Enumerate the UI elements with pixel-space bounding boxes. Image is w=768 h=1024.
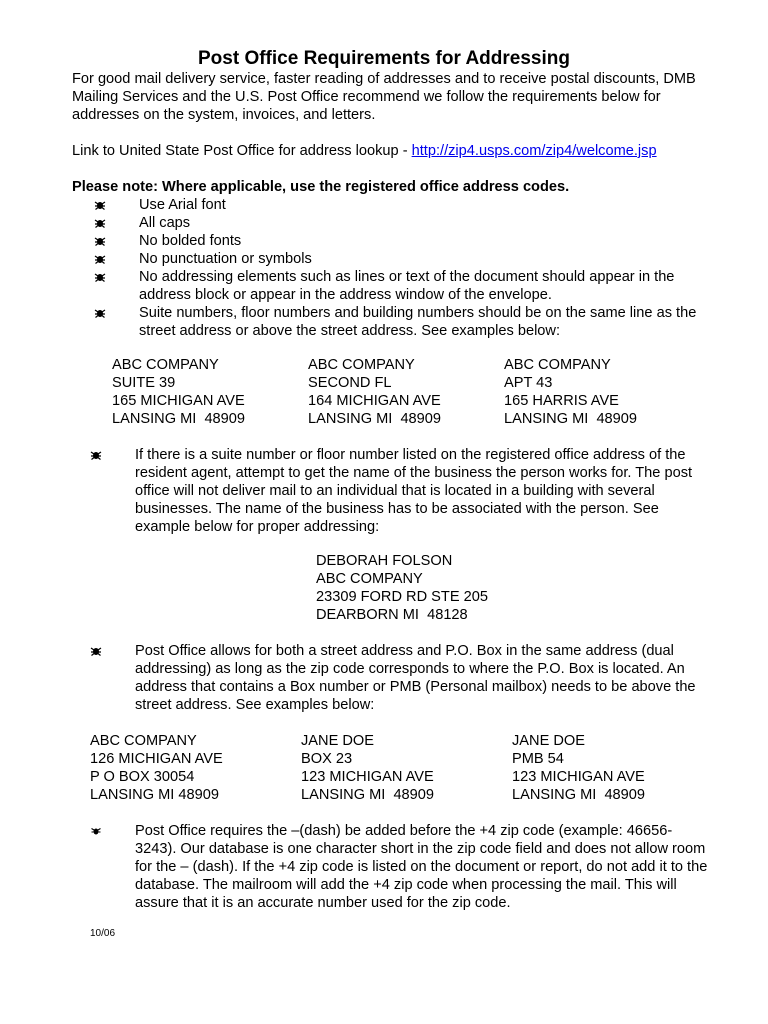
suite-note-text: If there is a suite number or floor number listed on the registered office address of the resident agent, attempt to get the name of the business the person works for. The post office will not deliver mail to an individual that is located in a building with several businesses. The name of the business has to be associated with the person. See example below for proper addressing:	[135, 447, 693, 535]
list-item	[72, 268, 712, 304]
note-heading: Please note: Where applicable, use the registered office address codes.	[72, 179, 570, 195]
bullet-text: All caps	[139, 215, 191, 231]
requirements-list	[72, 196, 712, 340]
address-example: JANE DOE BOX 23 123 MICHIGAN AVE LANSING MI 48909	[301, 733, 435, 803]
dual-examples	[90, 732, 723, 804]
address-example: JANE DOE PMB 54 123 MICHIGAN AVE LANSING MI 48909	[512, 733, 646, 803]
bullet-text: No punctuation or symbols	[139, 251, 312, 267]
intro-paragraph: For good mail delivery service, faster reading of addresses and to receive postal discounts, DMB Mailing Services and the U.S. Post Office recommend we follow the requirements below for addresses on the system, invoices, and letters.	[72, 71, 696, 123]
bug-bullet-icon	[94, 236, 106, 246]
suite-examples	[112, 356, 700, 428]
link-prefix: Link to United State Post Office for address lookup -	[72, 143, 412, 159]
bug-bullet-icon	[94, 218, 106, 228]
link-line	[72, 142, 712, 160]
dash-note-item	[72, 822, 712, 912]
usps-lookup-link[interactable]: http://zip4.usps.com/zip4/welcome.jsp	[411, 143, 657, 159]
list-item	[72, 232, 712, 250]
address-example: ABC COMPANY APT 43 165 HARRIS AVE LANSING MI 48909	[504, 357, 638, 427]
person-address-example: DEBORAH FOLSON ABC COMPANY 23309 FORD RD STE 205 DEARBORN MI 48128	[316, 553, 488, 623]
page-title: Post Office Requirements for Addressing	[198, 48, 570, 69]
bullet-text: Use Arial font	[139, 197, 226, 213]
bullet-text: No addressing elements such as lines or text of the document should appear in the address block or appear in the address window of the envelope.	[139, 269, 675, 303]
footer-date: 10/06	[90, 928, 116, 939]
bullet-text: Suite numbers, floor numbers and building numbers should be on the same line as the street address or above the street address. See examples below:	[139, 305, 697, 339]
bug-bullet-icon	[94, 254, 106, 264]
dash-note-text: Post Office requires the –(dash) be added before the +4 zip code (example: 46656-3243). Our database is one character short in the zip code field and does not allow room for the – (dash). If the +4 zip code is listed on the document or report, do not add it to the database. The mailroom will add the +4 zip code when processing the mail. This will assure that it is an accurate number used for the zip code.	[135, 823, 708, 911]
bug-bullet-icon	[90, 826, 102, 836]
bug-bullet-icon	[94, 272, 106, 282]
address-example: ABC COMPANY SECOND FL 164 MICHIGAN AVE LANSING MI 48909	[308, 357, 442, 427]
list-item	[72, 196, 712, 214]
bug-bullet-icon	[94, 200, 106, 210]
list-item	[72, 214, 712, 232]
address-example: ABC COMPANY SUITE 39 165 MICHIGAN AVE LANSING MI 48909	[112, 357, 246, 427]
dual-note-item	[72, 642, 712, 714]
list-item	[72, 250, 712, 268]
list-item	[72, 304, 712, 340]
bug-bullet-icon	[90, 450, 102, 460]
bug-bullet-icon	[90, 646, 102, 656]
bug-bullet-icon	[94, 308, 106, 318]
suite-note-item	[72, 446, 712, 536]
address-example: ABC COMPANY 126 MICHIGAN AVE P O BOX 30054 LANSING MI 48909	[90, 733, 223, 803]
bullet-text: No bolded fonts	[139, 233, 242, 249]
dual-note-text: Post Office allows for both a street address and P.O. Box in the same address (dual addressing) as long as the zip code corresponds to where the P.O. Box is located. An address that contains a Box number or PMB (Personal mailbox) needs to be above the street address. See examples below:	[135, 643, 696, 713]
